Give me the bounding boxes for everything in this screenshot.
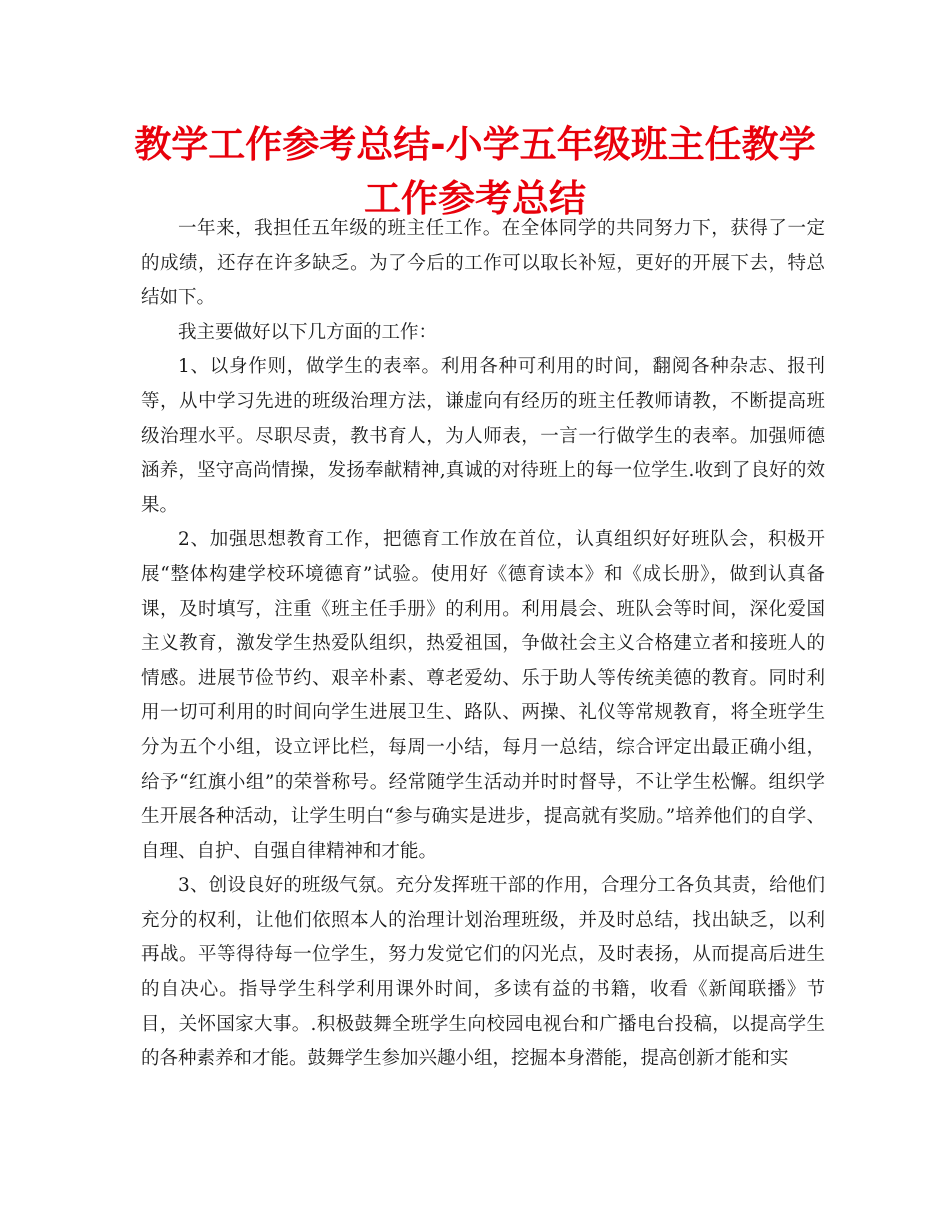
paragraph-item-2: 2、加强思想教育工作，把德育工作放在首位，认真组织好好班队会，积极开展“整体构建学校环境德育”试验。使用好《德育读本》和《成长册》，做到认真备课，及时填写，注重《班主任手册》的利用。利用晨会、班队会等时间，深化爱国主义教育，激发学生热爱队组织，热爱祖国，争做社会主义合格建立者和接班人的情感。进展节俭节约、艰辛朴素、尊老爱幼、乐于助人等传统美德的教育。同时利用一切可利用的时间向学生进展卫生、路队、两操、礼仪等常规教育，将全班学生分为五个小组，设立评比栏，每周一小结，每月一总结，综合评定出最正确小组，给予“红旗小组”的荣誉称号。经常随学生活动并时时督导，不让学生松懈。组织学生开展各种活动，让学生明白“参与确实是进步，提高就有奖励。”培养他们的自学、自理、自护、自强自律精神和才能。 <box>141 529 825 862</box>
paragraph-item-3: 3、创设良好的班级气氛。充分发挥班干部的作用，合理分工各负其责，给他们充分的权利，让他们依照本人的治理计划治理班级，并及时总结，找出缺乏，以利再战。平等得待每一位学生，努力发觉它们的闪光点，及时表扬，从而提高后进生的自决心。指导学生科学利用课外时间，多读有益的书籍，收看《新闻联播》节目，关怀国家大事。.积极鼓舞全班学生向校园电视台和广播电台投稿，以提高学生的各种素养和才能。鼓舞学生参加兴趣小组，挖掘本身潜能，提高创新才能和实 <box>141 875 825 1070</box>
paragraph-lead-in: 我主要做好以下几方面的工作： <box>178 321 438 343</box>
document-title: 教学工作参考总结-小学五年级班主任教学工作参考总结 <box>134 123 816 220</box>
paragraph-item-1: 1、以身作则，做学生的表率。利用各种可利用的时间，翻阅各种杂志、报刊等，从中学习先进的班级治理方法，谦虚向有经历的班主任教师请教，不断提高班级治理水平。尽职尽责，教书育人，为人师表，一言一行做学生的表率。加强师德涵养，坚守高尚情操，发扬奉献精神,真诚的对待班上的每一位学生.收到了良好的效果。 <box>141 356 825 516</box>
paragraph-intro: 一年来，我担任五年级的班主任工作。在全体同学的共同努力下，获得了一定的成绩，还存在许多缺乏。为了今后的工作可以取长补短，更好的开展下去，特总结如下。 <box>141 218 825 309</box>
document-body <box>141 212 825 1077</box>
